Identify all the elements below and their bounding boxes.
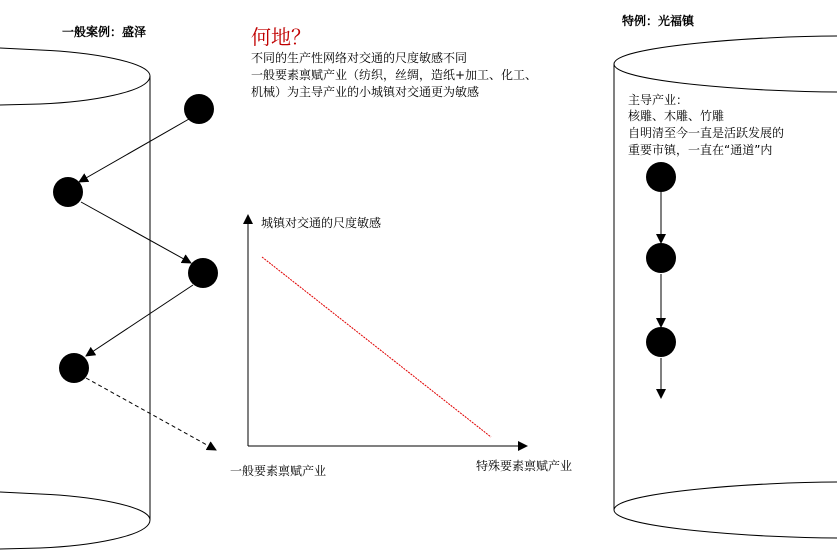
right-case-line-3: 自明清至今一直是活跃发展的	[628, 126, 785, 140]
chart-y-label: 城镇对交通的尺度敏感	[261, 216, 382, 230]
question-line-3: 机械）为主导产业的小城镇对交通更为敏感	[251, 85, 480, 99]
right-case-line-4: 重要市镇，一直在“通道”内	[628, 143, 773, 157]
right-case-title: 特例：光福镇	[622, 14, 695, 28]
question-line-1: 不同的生产性网络对交通的尺度敏感不同	[251, 51, 468, 65]
chain-node-2	[646, 243, 676, 273]
left-cylinder-top-rim	[0, 48, 150, 105]
right-case-line-1: 主导产业：	[628, 93, 689, 107]
arrow-2	[81, 202, 191, 263]
node-4	[59, 353, 89, 383]
node-1	[184, 94, 214, 124]
node-3	[188, 258, 218, 288]
chart	[248, 215, 527, 446]
node-2	[53, 177, 83, 207]
chain-node-1	[646, 162, 676, 192]
chart-x-start-label: 一般要素禀赋产业	[230, 464, 327, 478]
left-cylinder	[0, 48, 150, 549]
question-line-2: 一般要素禀赋产业（纺织，丝绸，造纸+加工、化工、	[251, 68, 538, 82]
chart-x-end-label: 特殊要素禀赋产业	[476, 459, 573, 473]
left-node-path	[53, 94, 218, 450]
left-case-title: 一般案例：盛泽	[62, 25, 147, 39]
sensitivity-trend-line	[262, 257, 491, 437]
right-cylinder-bottom-rim	[614, 482, 837, 538]
question-title: 何地？	[251, 25, 311, 49]
right-node-chain	[646, 162, 676, 398]
arrow-3	[86, 285, 193, 356]
left-cylinder-bottom-rim	[0, 492, 150, 549]
arrow-dashed	[86, 378, 216, 450]
right-case-line-2: 核雕、木雕、竹雕	[628, 109, 725, 123]
chain-node-3	[646, 327, 676, 357]
right-cylinder-top-rim	[614, 36, 837, 92]
arrow-1	[79, 119, 189, 182]
